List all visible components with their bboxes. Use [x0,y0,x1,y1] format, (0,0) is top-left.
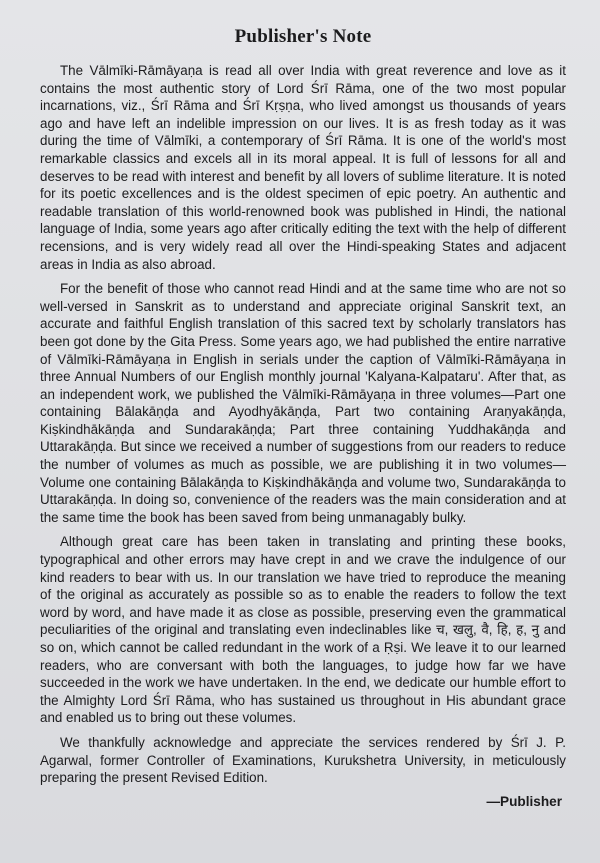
paragraph-3: Although great care has been taken in translating and printing these books, typographical and other errors may have crept in and we crave the indulgence of our kind readers to bear with us. In our translation we have tried to reproduce the meaning of the original as accurately as possible so as to enable the readers to follow the text word by word, and have made it as close as possible, preserving even the grammatical peculiarities of the original and translating even indeclinables like च, खलु, वै, हि, ह, नु and so on, which cannot be called redundant in the work of a Ṛṣi. We leave it to our learned readers, who are conversant with both the languages, to judge how far we have succeeded in the work we have undertaken. In the end, we dedicate our humble effort to the Almighty Lord Śrī Rāma, who has sustained us throughout in His abundant grace and enabled us to bring out these volumes. [40,534,566,726]
paragraph-2: For the benefit of those who cannot read Hindi and at the same time who are not so well-versed in Sanskrit as to understand and appreciate original Sanskrit text, an accurate and faithful English translation of this sacred text by scholarly translators has been got done by the Gita Press. Some years ago, we had published the entire narrative of Vālmīki-Rāmāyaṇa in English in serials under the caption of Vālmīki-Rāmāyaṇa in three Annual Numbers of our English monthly journal 'Kalyana-Kalpataru'. After that, as an independent work, we published the Vālmīki-Rāmāyaṇa in three volumes—Part one containing Bālakāṇḍa and Ayodhyākāṇḍa, Part two containing Araṇyakāṇḍa, Kiṣkindhākāṇḍa and Sundarakāṇḍa; Part three containing Yuddhakāṇḍa and Uttarakāṇḍa. But since we received a number of suggestions from our readers to reduce the number of volumes as much as possible, we are publishing it in two volumes—Volume one containing Bālakāṇḍa to Kiṣkindhākāṇḍa and volume two, Sundarakāṇḍa to Uttarakāṇḍa. In doing so, convenience of the readers was the main consideration and at the same time the book has been saved from being unmanagably bulky. [40,281,566,525]
page-title: Publisher's Note [234,26,372,47]
paragraph-4: We thankfully acknowledge and appreciate the services rendered by Śrī J. P. Agarwal, former Controller of Examinations, Kurukshetra University, in meticulously preparing the present Revised Edition. [40,734,566,786]
signature: —Publisher [486,793,562,809]
paragraph-1: The Vālmīki-Rāmāyaṇa is read all over India with great reverence and love as it contains the most authentic story of Lord Śrī Rāma, one of the two most popular incarnations, viz., Śrī Rāma and Śrī Kṛṣṇa, who lived amongst us thousands of years ago and have left an indelible impression on our lives. It is as fresh today as it was during the time of Vālmīki, a contemporary of Śrī Rāma. It is one of the world's most remarkable classics and excels all in its moral appeal. It is full of lessons for all and deserves to be read with interest and benefit by all lovers of sublime literature. It is noted for its poetic excellences and is the oldest specimen of epic poetry. An authentic and readable translation of this world-renowned book was published in Hindi, the national language of India, some years ago after critically editing the text with the help of different recensions, and is very widely read all over the Hindi-speaking States and adjacent areas in India as also abroad. [40,63,566,272]
